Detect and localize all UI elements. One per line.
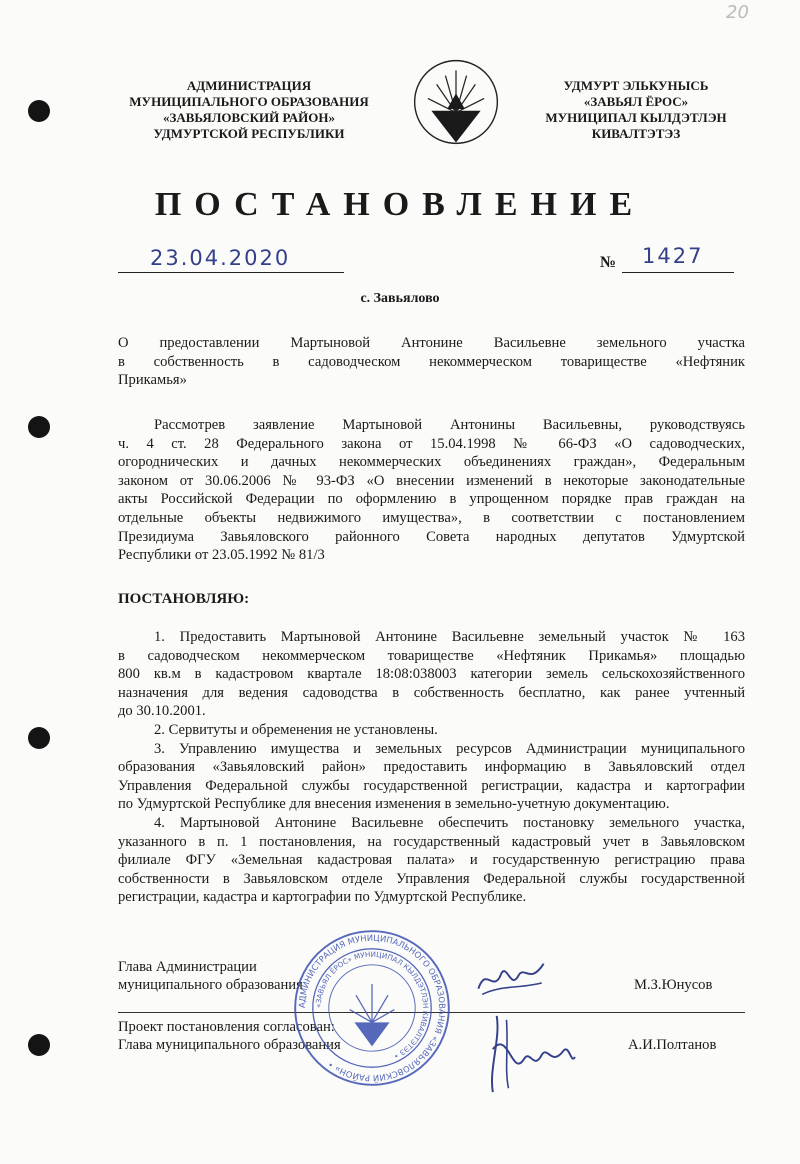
decree-item-line: 2. Сервитуты и обременения не установлены. <box>154 721 438 738</box>
hdr-right-line: «ЗАВЬЯЛ ЁРОС» <box>583 94 689 109</box>
seal-outer-text: АДМИНИСТРАЦИЯ МУНИЦИПАЛЬНОГО ОБРАЗОВАНИЯ «ЗАВЬЯЛОВСКИЙ РАЙОН» • <box>296 932 448 1084</box>
header-left-russian <box>118 78 380 142</box>
agreed-name: А.И.Полтанов <box>628 1037 717 1053</box>
decree-item-line: в садоводческом некоммерческом товариществе «Нефтяник Прикамья» площадью <box>118 647 745 664</box>
decree-item-line: филиале ФГУ «Земельная кадастровая палата» и государственную регистрацию права <box>118 852 745 869</box>
decree-item-line: по Удмуртской Республике для внесения изменения в земельно-учетную документацию. <box>118 796 670 813</box>
district-emblem-icon <box>412 58 500 146</box>
preamble-paragraph <box>118 416 745 565</box>
official-seal-stamp <box>292 928 452 1088</box>
considering-line: Рассмотрев заявление Мартыновой Антонины Васильевны, руководствуясь <box>154 417 745 433</box>
decree-item <box>118 814 745 907</box>
decree-item <box>118 740 745 814</box>
hdr-left-line: УДМУРТСКОЙ РЕСПУБЛИКИ <box>153 126 345 141</box>
number-underline <box>622 272 734 273</box>
decree-item-line: 800 кв.м в кадастровом квартале 18:08:038003 категории земель сельскохозяйственного <box>118 666 745 683</box>
hdr-left-line: АДМИНИСТРАЦИЯ <box>186 78 312 93</box>
decree-item-line: 4. Мартыновой Антонине Васильевне обеспечить постановку земельного участка, <box>154 814 745 831</box>
subject-line: О предоставлении Мартыновой Антонине Васильевне земельного участка <box>118 335 745 351</box>
agreed-title: Проект постановления согласован: Глава муниципального образования <box>118 1019 341 1053</box>
decree-heading: ПОСТАНОВЛЯЮ: <box>118 591 250 607</box>
decree-item-line: 1. Предоставить Мартыновой Антонине Васильевне земельный участок № 163 <box>154 629 745 645</box>
considering-line: Президиума Завьяловского районного Совета народных депутатов Удмуртской <box>118 528 745 545</box>
hdr-right-line: УДМУРТ ЭЛЬКУНЫСЬ <box>563 78 709 93</box>
head-signature <box>472 956 550 1004</box>
punch-hole <box>28 416 50 438</box>
decree-item-line: назначения для ведения садоводства в собственность бесплатно, как ранее учтенный <box>118 684 745 701</box>
decree-items <box>118 628 745 907</box>
decree-item-line: до 30.10.2001. <box>118 703 206 720</box>
considering-line: отдельные объекты недвижимого имущества», в соответствии с постановлением <box>118 509 745 526</box>
head-name: М.З.Юнусов <box>634 977 713 993</box>
punch-hole <box>28 1034 50 1056</box>
decree-item-line: образования «Завьяловский район» предоставить информацию в Завьяловский отдел <box>118 759 745 776</box>
subject-line: Прикамья» <box>118 372 187 389</box>
decree-item-line: регистрации, кадастра и картографии по Удмуртской Республике. <box>118 889 527 906</box>
hdr-right-line: МУНИЦИПАЛ КЫЛДЭТЛЭН <box>545 110 727 125</box>
place-of-issue: с. Завьялово <box>360 291 440 306</box>
considering-line: акты Российской Федерации по оформлению в упрощенном порядке прав граждан на <box>118 491 745 508</box>
document-date: 23.04.2020 <box>150 246 291 270</box>
hdr-left-line: «ЗАВЬЯЛОВСКИЙ РАЙОН» <box>163 110 335 125</box>
considering-line: ч. 4 ст. 28 Федерального закона от 15.04.1998 № 66-ФЗ «О садоводческих, <box>118 435 745 452</box>
considering-line: огороднических и дачных некоммерческих объединениях граждан», Федеральным <box>118 454 745 471</box>
subject-line: в собственность в садоводческом некоммерческом товариществе «Нефтяник <box>118 353 745 370</box>
considering-line: Республики от 23.05.1992 № 81/3 <box>118 547 325 564</box>
number-sign: № <box>600 254 617 271</box>
agreed-signature <box>478 1010 578 1098</box>
decree-item-line: собственности в Завьяловском отделе Управления Федеральной службы государственной <box>118 870 745 887</box>
punch-hole <box>28 727 50 749</box>
hdr-right-line: КИВАЛТЭТЭЗ <box>591 126 681 141</box>
document-subject <box>118 334 745 390</box>
decree-item <box>118 721 745 740</box>
decree-item-line: Управления Федеральной службы государственной регистрации, кадастра и картографии <box>118 777 745 794</box>
corner-pencil-mark: 20 <box>726 2 749 23</box>
punch-hole <box>28 100 50 122</box>
decree-item-line: указанного в п. 1 постановления, на государственный кадастровый учет в Завьяловском <box>118 833 745 850</box>
head-title: Глава Администрации муниципального образования <box>118 959 303 993</box>
decree-item-line: 3. Управлению имущества и земельных ресурсов Администрации муниципального <box>154 740 745 757</box>
document-number: 1427 <box>642 244 704 268</box>
document-title: ПОСТАНОВЛЕНИЕ <box>154 186 646 223</box>
date-underline <box>118 272 344 273</box>
considering-line: законом от 30.06.2006 № 93-ФЗ «О внесении изменений в некоторые законодательные <box>118 472 745 489</box>
decree-item <box>118 628 745 721</box>
header-right-udmurt <box>520 78 752 142</box>
hdr-left-line: МУНИЦИПАЛЬНОГО ОБРАЗОВАНИЯ <box>129 94 369 109</box>
seal-inner-text: «ЗАВЬЯЛ ЁРОС» МУНИЦИПАЛ КЫЛДЭТЛЭН КИВАЛТЭТЭЗ • <box>313 949 431 1061</box>
